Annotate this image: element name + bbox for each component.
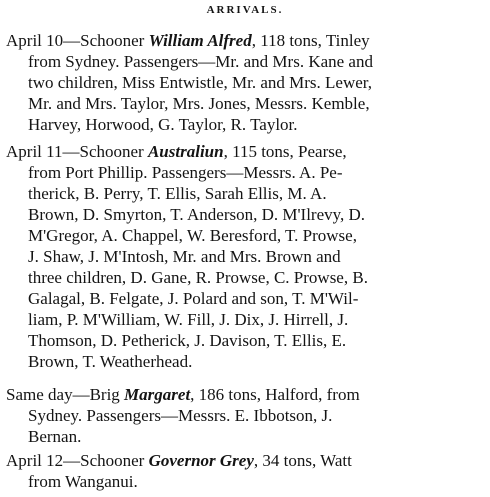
date-vessel-text: April 11—Schooner	[6, 142, 148, 161]
entry-line: J. Shaw, J. M'Intosh, Mr. and Mrs. Brown and	[28, 247, 341, 266]
tonnage-master-text: , 34 tons, Watt	[253, 451, 352, 470]
entry-line: Brown, T. Weatherhead.	[28, 352, 193, 371]
entry-line: from Port Phillip. Passengers—Messrs. A. Pe-	[28, 163, 343, 182]
entry-line: Sydney. Passengers—Messrs. E. Ibbotson, J.	[28, 406, 333, 425]
arrival-entry	[6, 141, 368, 372]
date-vessel-text: Same day—Brig	[6, 385, 125, 404]
ship-name: Australiun	[147, 142, 224, 161]
entry-line: two children, Miss Entwistle, Mr. and Mrs. Lewer,	[28, 73, 372, 92]
entry-line: Brown, D. Smyrton, T. Anderson, D. M'Ilrevy, D.	[28, 205, 366, 224]
arrival-entry	[6, 384, 360, 447]
section-heading: ARRIVALS.	[206, 4, 284, 16]
entry-line: Galagal, B. Felgate, J. Polard and son, T. M'Wil-	[28, 289, 359, 308]
entry-line: from Wanganui.	[28, 472, 138, 491]
tonnage-master-text: , 115 tons, Pearse,	[223, 142, 347, 161]
entry-line: three children, D. Gane, R. Prowse, C. Prowse, B.	[28, 268, 368, 287]
entry-line: from Sydney. Passengers—Mr. and Mrs. Kane and	[28, 52, 373, 71]
entry-line: Mr. and Mrs. Taylor, Mrs. Jones, Messrs. Kemble,	[28, 94, 370, 113]
ship-name: William Alfred	[148, 31, 252, 50]
entry-line: M'Gregor, A. Chappel, W. Beresford, T. Prowse,	[28, 226, 357, 245]
entry-first-line	[6, 450, 352, 471]
tonnage-master-text: , 186 tons, Halford, from	[190, 385, 360, 404]
date-vessel-text: April 12—Schooner	[6, 451, 149, 470]
tonnage-master-text: , 118 tons, Tinley	[251, 31, 370, 50]
date-vessel-text: April 10—Schooner	[6, 31, 149, 50]
arrival-entry	[6, 30, 373, 135]
ship-name: Governor Grey	[148, 451, 254, 470]
entry-line: Harvey, Horwood, G. Taylor, R. Taylor.	[28, 115, 298, 134]
entry-first-line	[6, 30, 373, 51]
entry-line: Thomson, D. Petherick, J. Davison, T. Ellis, E.	[28, 331, 347, 350]
entry-line: Bernan.	[28, 427, 82, 446]
arrival-entry	[6, 450, 352, 492]
entry-first-line	[6, 384, 360, 405]
entry-first-line	[6, 141, 368, 162]
entry-line: therick, B. Perry, T. Ellis, Sarah Ellis, M. A.	[28, 184, 327, 203]
entry-line: liam, P. M'William, W. Fill, J. Dix, J. Hirrell, J.	[28, 310, 349, 329]
ship-name: Margaret	[124, 385, 191, 404]
